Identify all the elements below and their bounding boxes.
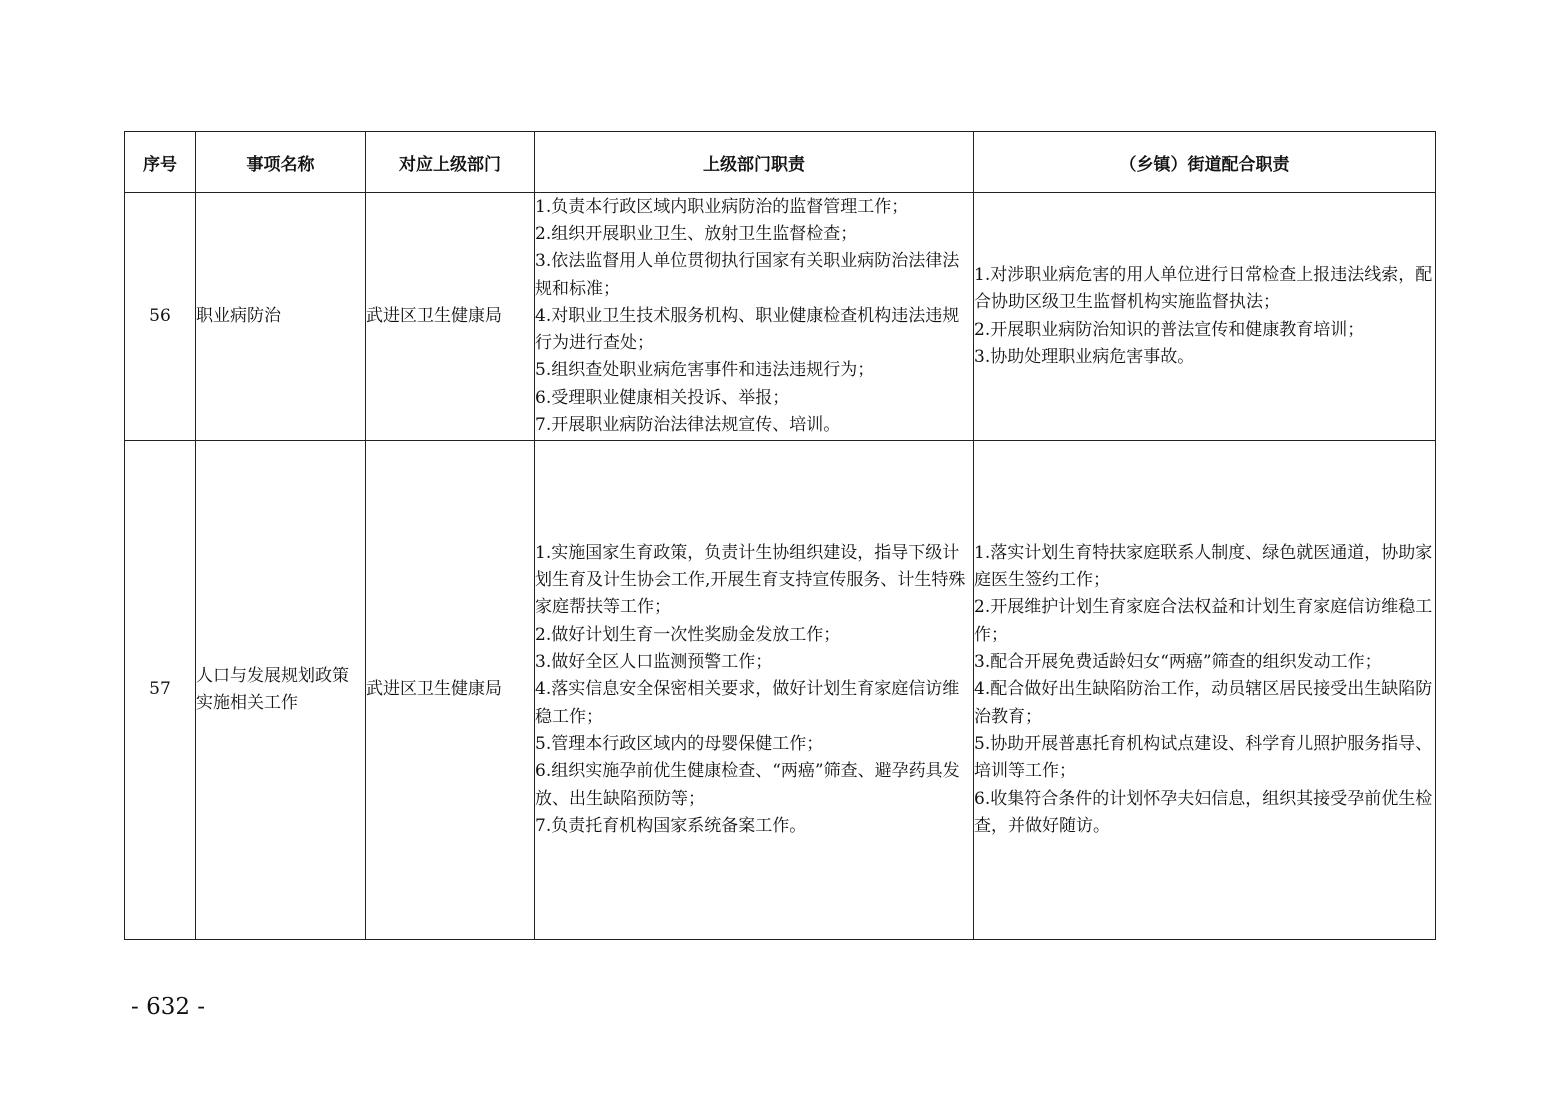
row-department-duties bbox=[535, 441, 974, 940]
row-department: 武进区卫生健康局 bbox=[366, 193, 535, 441]
duty-item: 1.负责本行政区域内职业病防治的监督管理工作； bbox=[535, 196, 909, 217]
row-department: 武进区卫生健康局 bbox=[366, 441, 535, 940]
duty-item: 3.依法监督用人单位贯彻执行国家有关职业病防治法律法规和标准； bbox=[535, 251, 960, 299]
duty-item: 2.组织开展职业卫生、放射卫生监督检查； bbox=[535, 223, 858, 244]
coop-item: 3.配合开展免费适龄妇女“两癌”筛查的组织发动工作； bbox=[974, 652, 1382, 673]
row-cooperation-duties bbox=[974, 441, 1436, 940]
duty-item: 4.对职业卫生技术服务机构、职业健康检查机构违法违规行为进行查处； bbox=[535, 305, 960, 354]
coop-item: 5.协助开展普惠托育机构试点建设、科学育儿照护服务指导、培训等工作； bbox=[974, 733, 1433, 782]
duty-item: 6.组织实施孕前优生健康检查、“两癌”筛查、避孕药具发放、出生缺陷预防等； bbox=[535, 761, 960, 809]
row-item-name: 人口与发展规划政策实施相关工作 bbox=[196, 441, 366, 940]
duty-item: 7.开展职业病防治法律法规宣传、培训。 bbox=[535, 415, 841, 436]
table-row bbox=[125, 441, 1436, 940]
header-department-duties: 上级部门职责 bbox=[535, 132, 974, 193]
coop-item: 3.协助处理职业病危害事故。 bbox=[974, 346, 1195, 367]
row-cooperation-duties bbox=[974, 193, 1436, 441]
duty-item: 6.受理职业健康相关投诉、举报； bbox=[535, 387, 790, 408]
duty-table bbox=[124, 131, 1436, 940]
coop-item: 2.开展职业病防治知识的普法宣传和健康教育培训； bbox=[974, 319, 1365, 340]
duty-item: 7.负责托育机构国家系统备案工作。 bbox=[535, 815, 807, 836]
table-row bbox=[125, 193, 1436, 441]
header-item-name: 事项名称 bbox=[196, 132, 366, 193]
row-department-duties bbox=[535, 193, 974, 441]
coop-item: 6.收集符合条件的计划怀孕夫妇信息，组织其接受孕前优生检查，并做好随访。 bbox=[974, 788, 1433, 836]
duty-item: 5.组织查处职业病危害事件和违法违规行为； bbox=[535, 360, 875, 381]
coop-item: 1.落实计划生育特扶家庭联系人制度、绿色就医通道，协助家庭医生签约工作； bbox=[974, 542, 1433, 591]
page-number: - 632 - bbox=[131, 994, 206, 1020]
coop-item: 2.开展维护计划生育家庭合法权益和计划生育家庭信访维稳工作； bbox=[974, 597, 1433, 645]
header-street-cooperation-duties: （乡镇）街道配合职责 bbox=[974, 132, 1436, 193]
duty-item: 1.实施国家生育政策，负责计生协组织建设，指导下级计划生育及计生协会工作,开展生育支持宣传服务、计生特殊家庭帮扶等工作； bbox=[535, 542, 966, 618]
row-seq: 56 bbox=[125, 193, 196, 441]
duty-item: 4.落实信息安全保密相关要求，做好计划生育家庭信访维稳工作； bbox=[535, 679, 960, 727]
coop-item: 1.对涉职业病危害的用人单位进行日常检查上报违法线索，配合协助区级卫生监督机构实施监督执法； bbox=[974, 264, 1433, 313]
duty-item: 5.管理本行政区域内的母婴保健工作； bbox=[535, 733, 824, 754]
header-department: 对应上级部门 bbox=[366, 132, 535, 193]
duty-item: 3.做好全区人口监测预警工作； bbox=[535, 652, 773, 673]
coop-item: 4.配合做好出生缺陷防治工作，动员辖区居民接受出生缺陷防治教育； bbox=[974, 679, 1433, 727]
header-seq: 序号 bbox=[125, 132, 196, 193]
duty-item: 2.做好计划生育一次性奖励金发放工作； bbox=[535, 624, 841, 645]
row-seq: 57 bbox=[125, 441, 196, 940]
row-item-name: 职业病防治 bbox=[196, 193, 366, 441]
table-header-row bbox=[125, 132, 1436, 193]
